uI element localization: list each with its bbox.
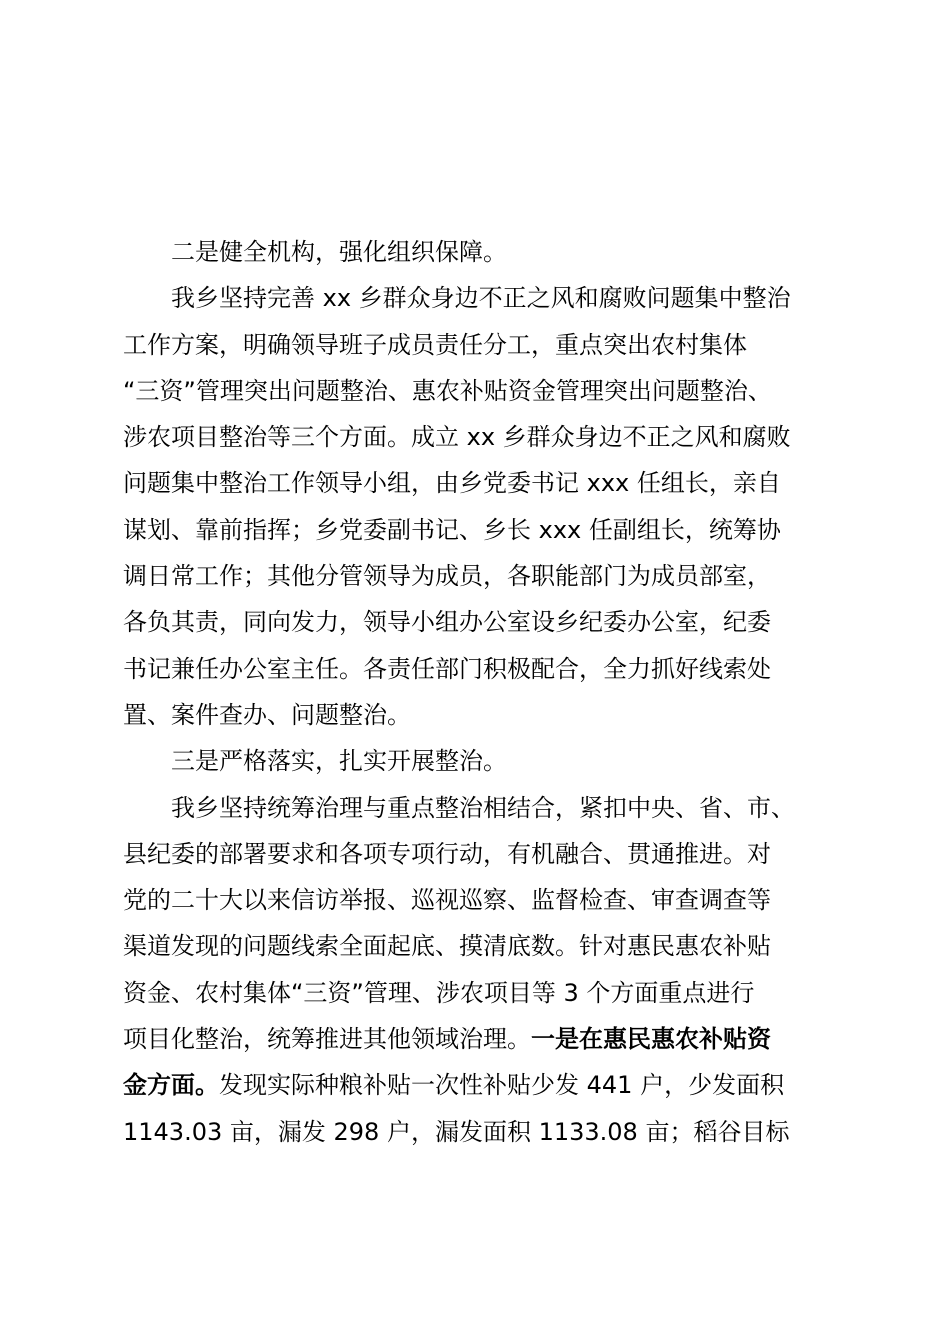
text-line [123,507,835,553]
text-line [123,1062,835,1108]
text-segment: 各负其责，同向发力，领导小组办公室设乡纪委办公室，纪委 [123,608,771,637]
text-line [123,1109,835,1155]
text-segment: 谋划、靠前指挥；乡党委副书记、乡长 xxx 任副组长，统筹协 [123,515,781,544]
text-segment: 资金、农村集体“三资”管理、涉农项目等 3 个方面重点进行 [123,978,755,1007]
text-segment: 项目化整治，统筹推进其他领域治理。 [123,1025,531,1054]
text-segment: 二是健全机构，强化组织保障。 [171,238,507,266]
document-body [123,229,835,1155]
text-segment: 调日常工作；其他分管领导为成员，各职能部门为成员部室， [123,562,771,591]
text-line [123,923,835,969]
text-line [123,831,835,877]
text-line [123,414,835,460]
text-line [123,460,835,506]
text-segment: 我乡坚持统筹治理与重点整治相结合，紧扣中央、省、市、 [171,793,795,822]
text-segment: 我乡坚持完善 xx 乡群众身边不正之风和腐败问题集中整治 [171,284,791,313]
text-segment: 问题集中整治工作领导小组，由乡党委书记 xxx 任组长，亲自 [123,469,781,498]
text-line [123,785,835,831]
text-segment: 发现实际种粮补贴一次性补贴少发 441 户，少发面积 [219,1071,785,1100]
text-line [123,553,835,599]
text-segment: 三是严格落实，扎实开展整治。 [171,747,507,776]
text-segment: 书记兼任办公室主任。各责任部门积极配合，全力抓好线索处 [123,654,771,683]
text-line [123,322,835,368]
text-segment: 1143.03 亩，漏发 298 户，漏发面积 1133.08 亩；稻谷目标 [123,1117,790,1146]
text-line [123,1016,835,1062]
text-line [123,692,835,738]
bold-text-segment: 一是在惠民惠农补贴资 [531,1025,771,1054]
text-segment: 渠道发现的问题线索全面起底、摸清底数。针对惠民惠农补贴 [123,932,771,961]
text-segment: 涉农项目整治等三个方面。成立 xx 乡群众身边不正之风和腐败 [123,423,791,452]
text-line [123,599,835,645]
text-segment: “三资”管理突出问题整治、惠农补贴资金管理突出问题整治、 [123,376,772,405]
text-segment: 置、案件查办、问题整治。 [123,700,411,729]
text-line [123,229,835,275]
text-segment: 党的二十大以来信访举报、巡视巡察、监督检查、审查调查等 [123,886,771,915]
text-line [123,275,835,321]
text-segment: 县纪委的部署要求和各项专项行动，有机融合、贯通推进。对 [123,839,771,868]
bold-text-segment: 金方面。 [123,1071,219,1100]
text-line [123,738,835,784]
text-line [123,368,835,414]
text-line [123,970,835,1016]
text-segment: 工作方案，明确领导班子成员责任分工，重点突出农村集体 [123,330,747,359]
text-line [123,646,835,692]
text-line [123,877,835,923]
